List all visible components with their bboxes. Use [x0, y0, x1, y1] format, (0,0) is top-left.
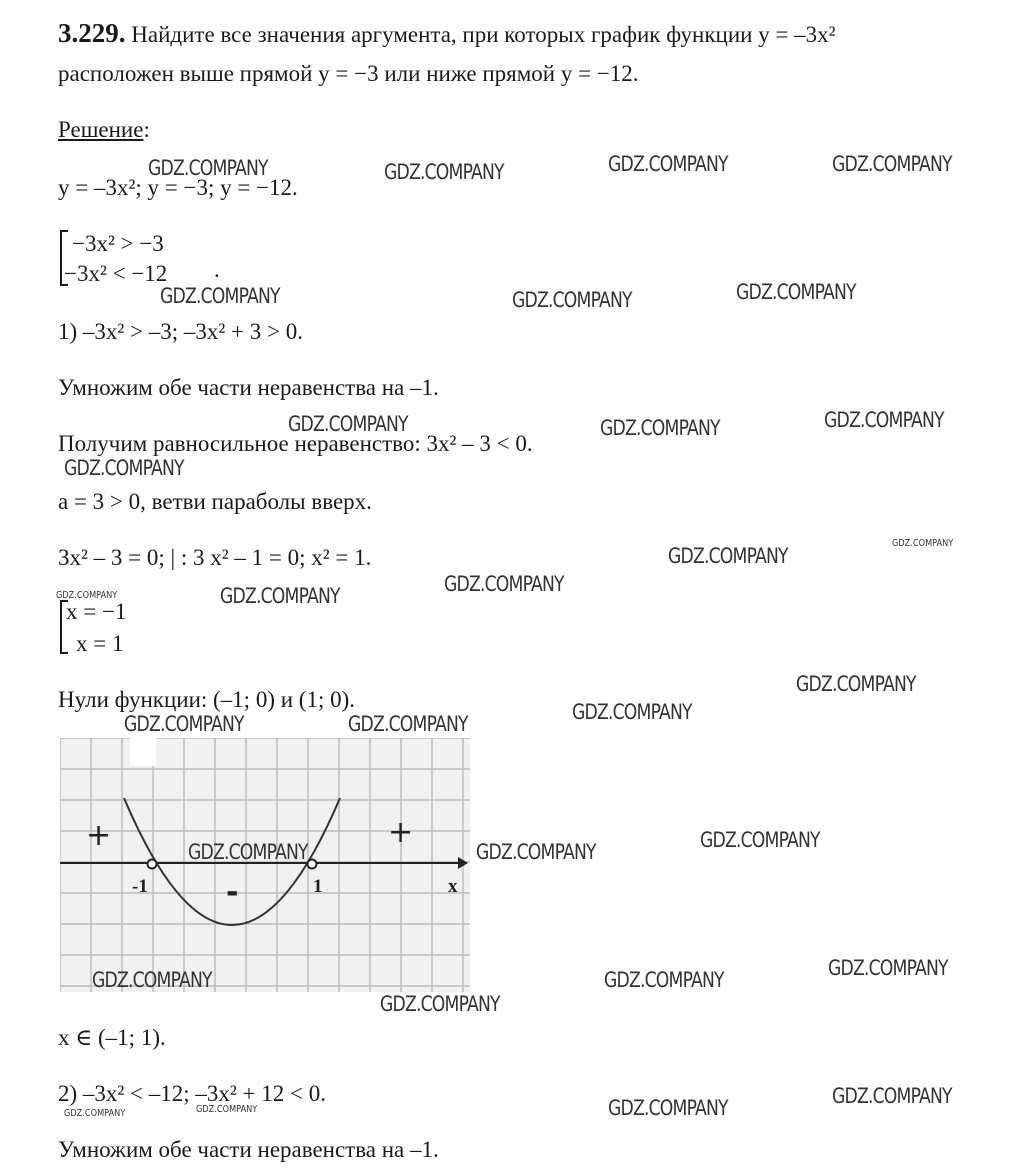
- watermark: GDZ.COMPANY: [160, 284, 280, 308]
- watermark: GDZ.COMPANY: [736, 280, 856, 304]
- watermark: GDZ.COMPANY: [832, 152, 952, 176]
- watermark: GDZ.COMPANY: [380, 992, 500, 1016]
- watermark: GDZ.COMPANY: [604, 968, 724, 992]
- axis-label-x: x: [448, 876, 458, 897]
- watermark: GDZ.COMPANY: [148, 156, 268, 180]
- multiply-note-1: Умножим обе части неравенства на –1.: [58, 375, 439, 400]
- multiply-note-2: Умножим обе части неравенства на –1.: [58, 1137, 439, 1162]
- system-1-dot: .: [214, 257, 220, 282]
- watermark: GDZ.COMPANY: [288, 412, 408, 436]
- watermark: GDZ.COMPANY: [796, 672, 916, 696]
- step-2: 2) –3x² < –12; –3x² + 12 < 0.: [58, 1081, 327, 1106]
- system-1-eq-1: −3x² > −3: [72, 231, 164, 256]
- function-zeros: Нули функции: (–1; 0) и (1; 0).: [58, 687, 355, 712]
- watermark: GDZ.COMPANY: [512, 288, 632, 312]
- watermark: GDZ.COMPANY: [64, 456, 184, 480]
- watermark: GDZ.COMPANY: [600, 416, 720, 440]
- watermark: GDZ.COMPANY: [828, 956, 948, 980]
- system-1-eq-2: −3x² < −12: [64, 261, 168, 286]
- system-2-eq-2: x = 1: [76, 631, 124, 656]
- problem-text-1: Найдите все значения аргумента, при которых график функции y = –3x²: [131, 22, 836, 47]
- watermark: GDZ.COMPANY: [832, 1084, 952, 1108]
- root-point-right: [308, 860, 317, 869]
- watermark: GDZ.COMPANY: [476, 840, 596, 864]
- watermark: GDZ.COMPANY: [220, 584, 340, 608]
- watermark: GDZ.COMPANY: [348, 712, 468, 736]
- watermark: GDZ.COMPANY: [444, 572, 564, 596]
- watermark: GDZ.COMPANY: [92, 968, 212, 992]
- watermark: GDZ.COMPANY: [608, 1096, 728, 1120]
- tick-label-1: 1: [313, 876, 323, 897]
- graph-white-patch: [130, 738, 156, 766]
- solution-heading-colon: :: [143, 117, 150, 142]
- system-2-eq-1: x = −1: [66, 599, 127, 624]
- answer-interval-1: x ∈ (–1; 1).: [58, 1025, 166, 1050]
- watermark: GDZ.COMPANY: [188, 840, 308, 864]
- tick-label-neg1: -1: [132, 876, 148, 897]
- plus-sign-right: +: [388, 815, 414, 850]
- parabola-branches: a = 3 > 0, ветви параболы вверх.: [58, 489, 372, 514]
- watermark: GDZ.COMPANY: [124, 712, 244, 736]
- minus-sign: -: [226, 875, 239, 910]
- problem-statement-line-1: [58, 20, 836, 47]
- watermark: GDZ.COMPANY: [668, 544, 788, 568]
- step-1: 1) –3x² > –3; –3x² + 3 > 0.: [58, 319, 304, 344]
- problem-number: 3.229.: [58, 18, 126, 48]
- root-point-left: [148, 860, 157, 869]
- watermark-small: GDZ.COMPANY: [56, 590, 118, 601]
- parabola-graph: [60, 738, 470, 992]
- watermark: GDZ.COMPANY: [700, 828, 820, 852]
- roots-equation: 3x² – 3 = 0; | : 3 x² – 1 = 0; x² = 1.: [58, 545, 372, 570]
- watermark: GDZ.COMPANY: [824, 408, 944, 432]
- watermark: GDZ.COMPANY: [384, 160, 504, 184]
- solution-heading: [58, 118, 150, 141]
- given-functions: y = –3x²; y = −3; y = −12.: [58, 175, 298, 200]
- watermark-small: GDZ.COMPANY: [196, 1104, 258, 1115]
- plus-sign-left: +: [86, 818, 112, 853]
- equivalent-inequality: Получим равносильное неравенство: 3x² – 3 < 0.: [58, 431, 533, 456]
- watermark-small: GDZ.COMPANY: [64, 1108, 126, 1119]
- watermark: GDZ.COMPANY: [572, 700, 692, 724]
- solution-heading-text: Решение: [58, 117, 144, 142]
- watermark: GDZ.COMPANY: [608, 152, 728, 176]
- watermark-small: GDZ.COMPANY: [892, 538, 954, 549]
- problem-text-2: расположен выше прямой y = −3 или ниже прямой y = −12.: [58, 61, 639, 86]
